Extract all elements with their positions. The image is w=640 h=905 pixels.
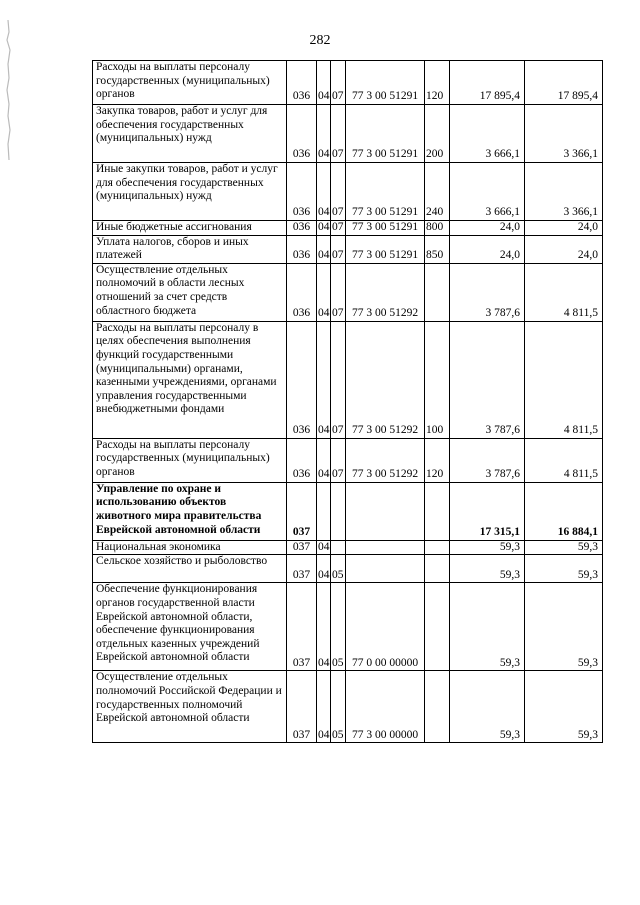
row-cs: 77 3 00 51291 — [346, 163, 425, 221]
row-value-2: 59,3 — [525, 555, 603, 583]
row-value-1: 24,0 — [450, 221, 525, 236]
row-value-1: 59,3 — [450, 555, 525, 583]
row-name: Управление по охране и использованию объектов животного мира правительства Еврейской автономной области — [93, 482, 287, 540]
row-gr: 036 — [287, 263, 317, 321]
row-value-1: 24,0 — [450, 235, 525, 263]
row-vr — [425, 583, 450, 671]
row-value-1: 59,3 — [450, 540, 525, 555]
row-vr: 850 — [425, 235, 450, 263]
row-value-2: 4 811,5 — [525, 321, 603, 438]
row-cs: 77 3 00 51292 — [346, 321, 425, 438]
row-value-2: 3 366,1 — [525, 105, 603, 163]
row-pr: 07 — [331, 321, 346, 438]
row-cs — [346, 555, 425, 583]
row-cs: 77 3 00 51291 — [346, 221, 425, 236]
row-vr — [425, 263, 450, 321]
row-pr: 07 — [331, 61, 346, 105]
row-cs: 77 3 00 00000 — [346, 671, 425, 743]
row-gr: 036 — [287, 438, 317, 482]
row-gr: 036 — [287, 61, 317, 105]
row-name: Иные бюджетные ассигнования — [93, 221, 287, 236]
row-gr: 037 — [287, 555, 317, 583]
row-value-1: 3 666,1 — [450, 105, 525, 163]
row-value-1: 17 895,4 — [450, 61, 525, 105]
row-name: Расходы на выплаты персоналу в целях обеспечения выполнения функций государственными (муниципальными) органами, казенными учреждениями, органами управления государственными внебюджетными фондами — [93, 321, 287, 438]
row-gr: 037 — [287, 583, 317, 671]
row-value-2: 4 811,5 — [525, 263, 603, 321]
row-gr: 037 — [287, 482, 317, 540]
row-vr: 120 — [425, 438, 450, 482]
row-cs: 77 3 00 51291 — [346, 61, 425, 105]
row-vr: 240 — [425, 163, 450, 221]
row-name: Иные закупки товаров, работ и услуг для обеспечения государственных (муниципальных) нужд — [93, 163, 287, 221]
table-row — [93, 321, 603, 438]
row-pr: 07 — [331, 438, 346, 482]
row-rz — [317, 482, 331, 540]
row-value-2: 59,3 — [525, 671, 603, 743]
row-pr: 07 — [331, 263, 346, 321]
row-value-2: 17 895,4 — [525, 61, 603, 105]
row-rz: 04 — [317, 540, 331, 555]
table-row — [93, 482, 603, 540]
row-value-1: 17 315,1 — [450, 482, 525, 540]
table-row — [93, 540, 603, 555]
row-rz: 04 — [317, 163, 331, 221]
row-vr — [425, 482, 450, 540]
row-value-2: 4 811,5 — [525, 438, 603, 482]
row-value-1: 59,3 — [450, 583, 525, 671]
row-name: Обеспечение функционирования органов государственной власти Еврейской автономной области, обеспечение функционирования отдельных казенных учреждений Еврейской автономной области — [93, 583, 287, 671]
table-row — [93, 583, 603, 671]
row-pr: 05 — [331, 671, 346, 743]
row-rz: 04 — [317, 438, 331, 482]
row-name: Сельское хозяйство и рыболовство — [93, 555, 287, 583]
table-row — [93, 438, 603, 482]
row-rz: 04 — [317, 555, 331, 583]
row-gr: 036 — [287, 221, 317, 236]
row-value-1: 59,3 — [450, 671, 525, 743]
row-cs: 77 3 00 51291 — [346, 235, 425, 263]
row-pr: 07 — [331, 105, 346, 163]
row-value-2: 16 884,1 — [525, 482, 603, 540]
row-name: Уплата налогов, сборов и иных платежей — [93, 235, 287, 263]
table-row — [93, 263, 603, 321]
row-gr: 037 — [287, 540, 317, 555]
row-name: Расходы на выплаты персоналу государственных (муниципальных) органов — [93, 438, 287, 482]
row-pr: 07 — [331, 235, 346, 263]
row-value-2: 24,0 — [525, 221, 603, 236]
row-name: Осуществление отдельных полномочий в области лесных отношений за счет средств областного бюджета — [93, 263, 287, 321]
row-pr: 05 — [331, 555, 346, 583]
row-rz: 04 — [317, 583, 331, 671]
row-gr: 036 — [287, 105, 317, 163]
row-rz: 04 — [317, 61, 331, 105]
table-row — [93, 235, 603, 263]
row-value-2: 59,3 — [525, 540, 603, 555]
row-pr: 05 — [331, 583, 346, 671]
budget-table — [92, 60, 603, 743]
table-row — [93, 221, 603, 236]
row-cs: 77 3 00 51291 — [346, 105, 425, 163]
row-vr: 200 — [425, 105, 450, 163]
row-value-2: 24,0 — [525, 235, 603, 263]
row-value-1: 3 787,6 — [450, 321, 525, 438]
row-vr — [425, 555, 450, 583]
row-cs — [346, 482, 425, 540]
row-rz: 04 — [317, 105, 331, 163]
row-rz: 04 — [317, 321, 331, 438]
row-name: Расходы на выплаты персоналу государственных (муниципальных) органов — [93, 61, 287, 105]
row-vr: 800 — [425, 221, 450, 236]
row-vr — [425, 540, 450, 555]
table-row — [93, 555, 603, 583]
page-number: 282 — [309, 33, 331, 48]
row-cs: 77 3 00 51292 — [346, 263, 425, 321]
row-name: Осуществление отдельных полномочий Российской Федерации и государственных полномочий Еврейской автономной области — [93, 671, 287, 743]
row-vr: 120 — [425, 61, 450, 105]
row-cs — [346, 540, 425, 555]
table-row — [93, 671, 603, 743]
row-pr — [331, 482, 346, 540]
row-value-2: 3 366,1 — [525, 163, 603, 221]
row-value-1: 3 666,1 — [450, 163, 525, 221]
row-pr: 07 — [331, 163, 346, 221]
row-rz: 04 — [317, 221, 331, 236]
row-vr — [425, 671, 450, 743]
row-pr — [331, 540, 346, 555]
row-rz: 04 — [317, 671, 331, 743]
row-vr: 100 — [425, 321, 450, 438]
row-gr: 037 — [287, 671, 317, 743]
row-gr: 036 — [287, 235, 317, 263]
row-pr: 07 — [331, 221, 346, 236]
row-cs: 77 3 00 51292 — [346, 438, 425, 482]
row-rz: 04 — [317, 263, 331, 321]
row-gr: 036 — [287, 321, 317, 438]
table-row — [93, 163, 603, 221]
row-value-2: 59,3 — [525, 583, 603, 671]
row-cs: 77 0 00 00000 — [346, 583, 425, 671]
row-rz: 04 — [317, 235, 331, 263]
table-row — [93, 61, 603, 105]
row-name: Закупка товаров, работ и услуг для обеспечения государственных (муниципальных) нужд — [93, 105, 287, 163]
table-row — [93, 105, 603, 163]
row-name: Национальная экономика — [93, 540, 287, 555]
row-gr: 036 — [287, 163, 317, 221]
row-value-1: 3 787,6 — [450, 263, 525, 321]
row-value-1: 3 787,6 — [450, 438, 525, 482]
